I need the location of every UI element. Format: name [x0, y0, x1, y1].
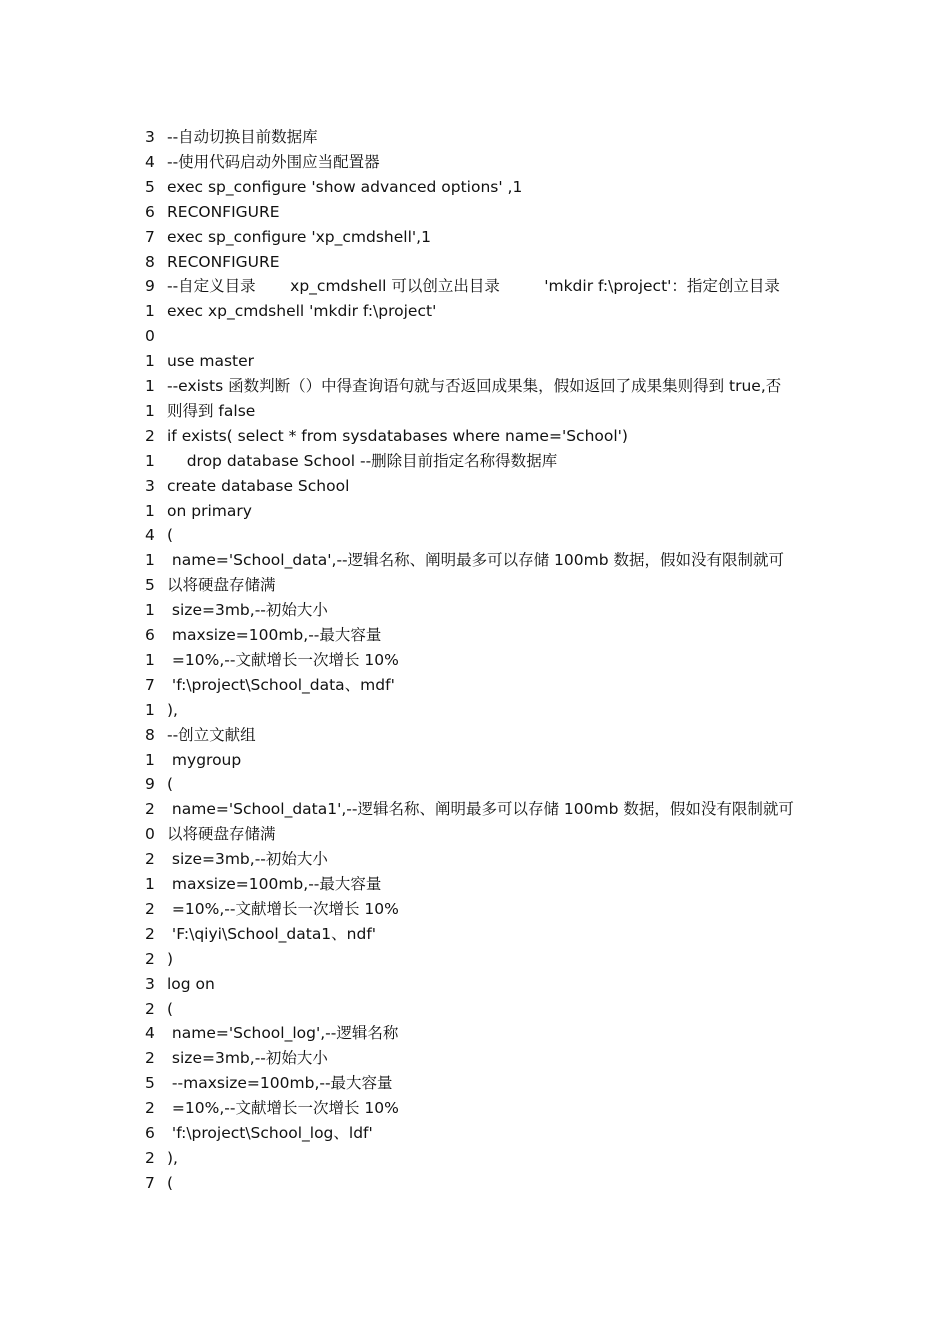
line-number: 6	[145, 1124, 155, 1142]
line-number: 1	[145, 700, 155, 719]
line-number: 1	[145, 352, 155, 371]
line-number: 1	[145, 601, 155, 620]
line-text: ),	[167, 1148, 178, 1167]
line-text: --exists 函数判断（）中得查询语句就与否返回成果集，假如返回了成果集则得到 true,否	[167, 377, 782, 395]
line-number: 1	[145, 501, 155, 520]
line-number: 1	[145, 750, 155, 769]
line-text: (	[167, 775, 174, 794]
line-number: 8	[145, 252, 155, 271]
line-text: name='School_data1',--逻辑名称、阐明最多可以存储 100mb 数据，假如没有限制就可	[167, 800, 794, 819]
line-number: 4	[145, 152, 155, 171]
line-text: on primary	[167, 501, 252, 520]
line-number: 6	[145, 626, 155, 644]
line-text: RECONFIGURE	[167, 252, 280, 271]
line-text: (	[167, 999, 174, 1018]
line-number: 7	[145, 675, 155, 694]
line-number: 1	[145, 650, 155, 669]
line-number: 2	[145, 1049, 155, 1068]
line-text: --创立文献组	[167, 725, 256, 744]
line-text: name='School_data',--逻辑名称、阐明最多可以存储 100mb 数据，假如没有限制就可	[167, 551, 785, 570]
line-number: 5	[145, 576, 155, 595]
line-number: 0	[145, 327, 155, 346]
line-number: 5	[145, 177, 155, 196]
line-text: RECONFIGURE	[167, 202, 280, 221]
line-text: =10%,--文献增长一次增长 10%	[167, 899, 399, 918]
line-text: (	[167, 526, 174, 545]
line-text: size=3mb,--初始大小	[167, 1049, 328, 1068]
line-number: 1	[145, 401, 155, 420]
line-number: 9	[145, 277, 155, 296]
line-text: =10%,--文献增长一次增长 10%	[167, 650, 399, 669]
line-text: (	[167, 1173, 174, 1192]
line-text: name='School_log',--逻辑名称	[167, 1024, 399, 1043]
line-number: 7	[145, 227, 155, 246]
line-number: 9	[145, 775, 155, 794]
line-text: size=3mb,--初始大小	[167, 601, 328, 620]
line-number: 2	[145, 850, 155, 869]
line-text: maxsize=100mb,--最大容量	[167, 626, 382, 644]
line-text: exec xp_cmdshell 'mkdir f:\project'	[167, 302, 437, 321]
line-number: 7	[145, 1173, 155, 1192]
line-number: 6	[145, 202, 155, 221]
line-text: 'F:\qiyi\School_data1、ndf'	[167, 924, 377, 943]
line-number: 1	[145, 451, 155, 470]
line-text: --自动切换目前数据库	[167, 128, 318, 146]
line-number: 2	[145, 1099, 155, 1118]
line-text: size=3mb,--初始大小	[167, 850, 328, 869]
line-text: --使用代码启动外围应当配置器	[167, 152, 380, 171]
line-text: =10%,--文献增长一次增长 10%	[167, 1099, 399, 1118]
line-number: 2	[145, 899, 155, 918]
line-number: 2	[145, 924, 155, 943]
line-number: 2	[145, 1148, 155, 1167]
line-text: drop database School --删除目前指定名称得数据库	[167, 451, 558, 470]
line-text: )	[167, 949, 174, 968]
line-number: 2	[145, 999, 155, 1018]
line-number: 1	[145, 875, 155, 893]
line-number: 5	[145, 1074, 155, 1093]
line-text: maxsize=100mb,--最大容量	[167, 875, 382, 893]
line-text: 以将硬盘存储满	[167, 825, 276, 844]
line-number: 4	[145, 526, 155, 545]
line-number: 2	[145, 800, 155, 819]
line-number: 2	[145, 426, 155, 445]
line-text: ),	[167, 700, 178, 719]
line-number: 0	[145, 825, 155, 844]
line-number: 4	[145, 1024, 155, 1043]
line-text: exec sp_configure 'show advanced options' ,1	[167, 177, 523, 196]
line-number: 3	[145, 476, 155, 495]
line-text: 'f:\project\School_data、mdf'	[167, 675, 395, 694]
line-text: --maxsize=100mb,--最大容量	[167, 1074, 393, 1093]
line-text: exec sp_configure 'xp_cmdshell',1	[167, 227, 431, 246]
line-text: --自定义目录 xp_cmdshell 可以创立出目录 'mkdir f:\project'：指定创立目录	[167, 277, 780, 296]
line-text: 以将硬盘存储满	[167, 576, 276, 595]
line-text: use master	[167, 352, 255, 371]
line-number: 1	[145, 551, 155, 570]
line-number: 3	[145, 128, 155, 146]
line-text: mygroup	[167, 750, 242, 769]
line-number: 1	[145, 377, 155, 395]
line-text: 'f:\project\School_log、ldf'	[167, 1124, 373, 1142]
line-number: 1	[145, 302, 155, 321]
line-text: create database School	[167, 476, 350, 495]
line-number: 2	[145, 949, 155, 968]
line-text: 则得到 false	[167, 401, 256, 420]
line-number: 3	[145, 974, 155, 993]
line-number: 8	[145, 725, 155, 744]
line-text: log on	[167, 974, 215, 993]
line-text: if exists( select * from sysdatabases where name='School')	[167, 426, 628, 445]
